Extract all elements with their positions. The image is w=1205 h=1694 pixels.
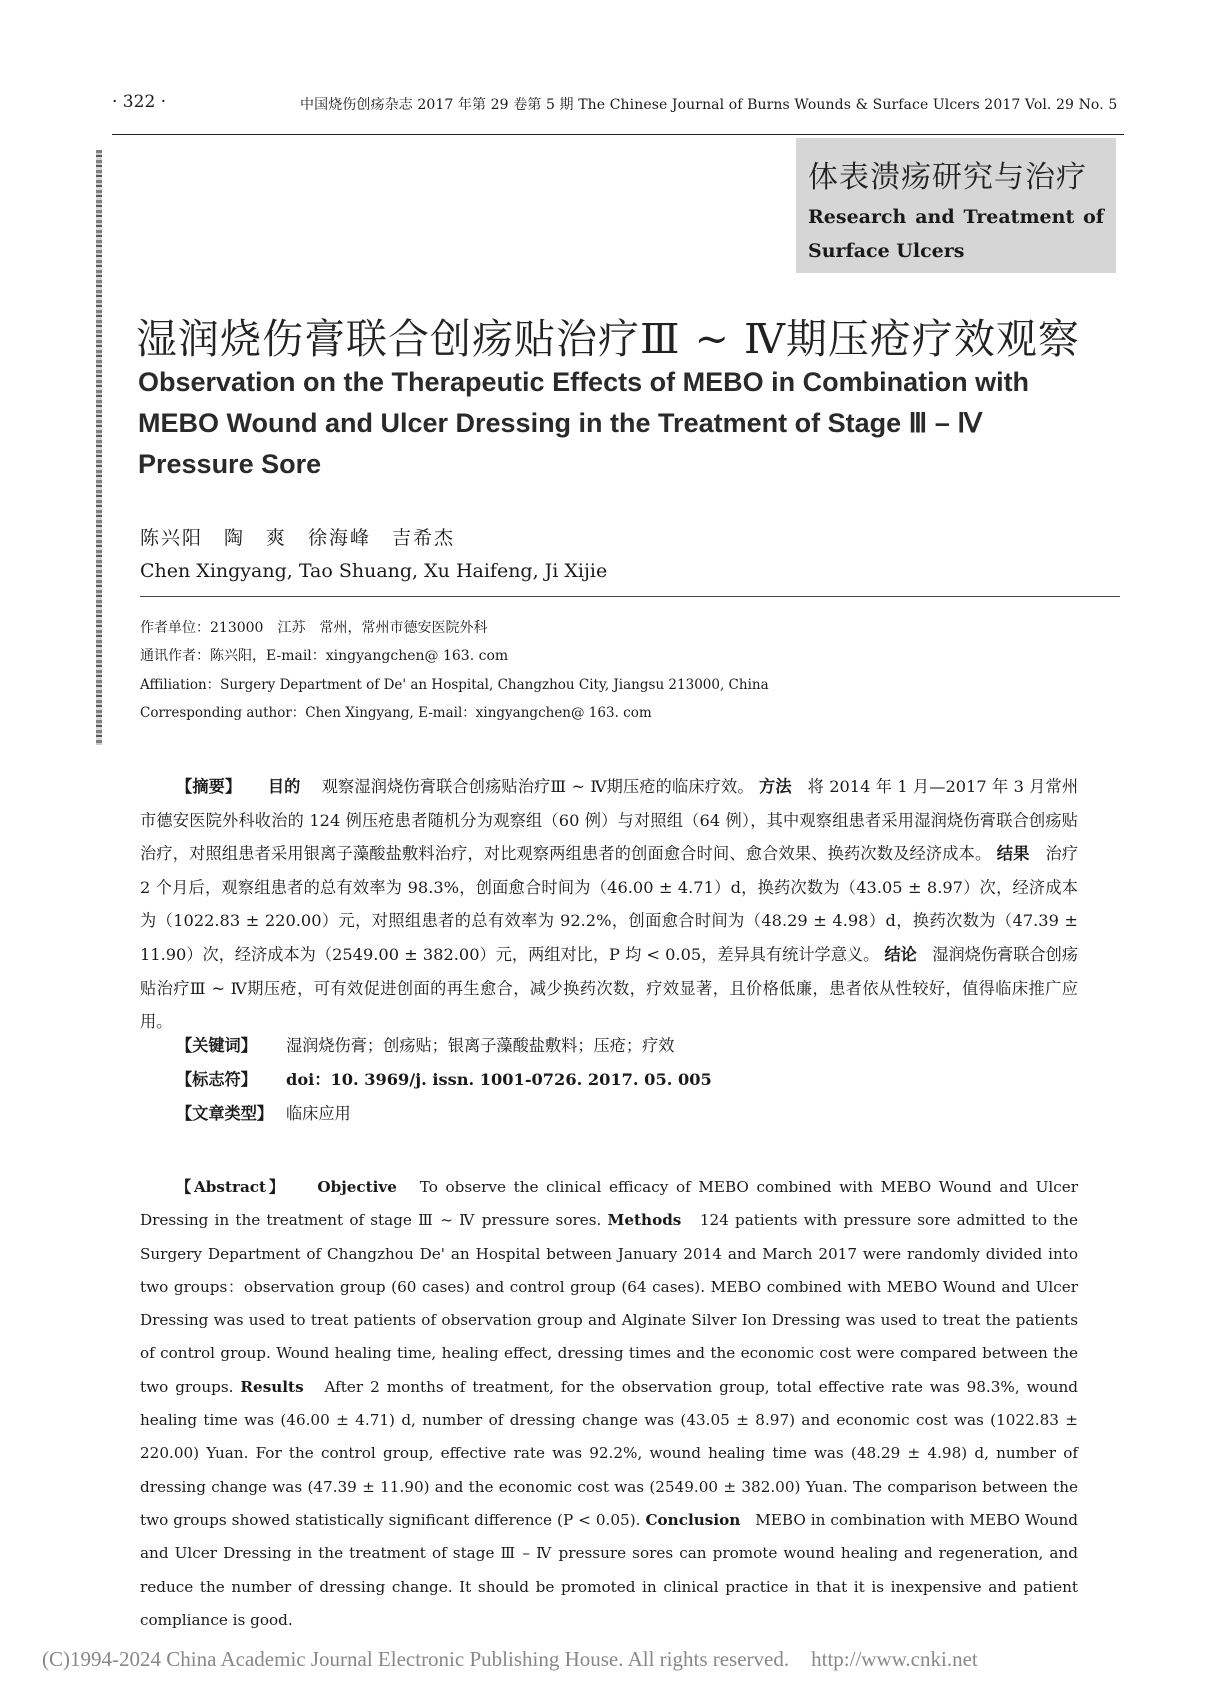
conclusion-label-cn: 结论: [884, 944, 917, 964]
keywords-label: 【关键词】: [176, 1036, 257, 1055]
abstract-en-label: 【Abstract】: [176, 1178, 287, 1196]
keywords-row: [176, 1032, 675, 1056]
section-word: of: [1083, 206, 1104, 228]
keywords-value: 湿润烧伤膏；创疡贴；银离子藻酸盐敷料；压疮；疗效: [286, 1036, 675, 1055]
cnki-link[interactable]: http://www.cnki.net: [811, 1647, 978, 1671]
section-title-en-line2: Surface Ulcers: [808, 240, 965, 262]
corresponding-author-cn: 通讯作者：陈兴阳，E-mail：xingyangchen@ 163. com: [140, 648, 509, 664]
article-type-label: 【文章类型】: [176, 1104, 274, 1123]
identifier-row: [176, 1066, 712, 1090]
affiliation-cn: 作者单位：213000 江苏 常州，常州市德安医院外科: [140, 620, 488, 636]
objective-label-cn: 目的: [267, 777, 301, 796]
results-label-en: Results: [240, 1377, 304, 1396]
section-word: and: [915, 206, 955, 228]
authors-en: Chen Xingyang, Tao Shuang, Xu Haifeng, Ji Xijie: [140, 560, 608, 582]
header-rule: [112, 134, 1124, 135]
objective-label-en: Objective: [317, 1178, 397, 1196]
methods-text-en: 124 patients with pressure sore admitted to the Surgery Department of Changzhou De' an Hospital between January 2014 and March 2017 were randomly divided into two groups：observation group (60 cases) and control group (64 cases). MEBO combined with MEBO Wound and Ulcer Dressing was used to treat patients of observation group and Alginate Silver Ion Dressing was used to treat the patients of control group. Wound healing time, healing effect, dressing times and the economic cost were compared between the two groups.: [140, 1211, 1079, 1396]
page-number: · 322 ·: [112, 92, 167, 112]
authors-cn: 陈兴阳 陶 爽 徐海峰 吉希杰: [140, 527, 456, 549]
methods-text-cn: 将 2014 年 1 月—2017 年 3 月常州市德安医院外科收治的 124 例压疮患者随机分为观察组（60 例）与对照组（64 例），其中观察组患者采用湿润烧伤膏联合创疡贴治疗，对照组患者采用银离子藻酸盐敷料治疗，对比观察两组患者的创面愈合时间、愈合效果、换药次数及经济成本。: [140, 777, 1079, 864]
conclusion-label-en: Conclusion: [645, 1510, 741, 1529]
scan-edge-strip: [96, 150, 102, 745]
results-text-en: After 2 months of treatment, for the observation group, total effective rate was 98.3%, wound healing time was (46.00 ± 4.71) d, number of dressing change was (43.05 ± 8.97) and economic cost was (1022.83 ± 220.00) Yuan. For the control group, effective rate was 92.2%, wound healing time was (48.29 ± 4.98) d, number of dressing change was (47.39 ± 11.90) and the economic cost was (2549.00 ± 382.00) Yuan. The comparison between the two groups showed statistically significant difference (P < 0.05).: [140, 1377, 1079, 1529]
abstract-cn-label: 【摘要】: [176, 777, 242, 796]
objective-text-en: To observe the clinical efficacy of MEBO combined with MEBO Wound and Ulcer Dressing in the treatment of stage Ⅲ ~ Ⅳ pressure sores.: [140, 1178, 1079, 1230]
identifier-label: 【标志符】: [176, 1070, 257, 1089]
corresponding-author-en: Corresponding author：Chen Xingyang, E-mail：xingyangchen@ 163. com: [140, 705, 652, 721]
author-rule: [140, 596, 1120, 597]
conclusion-text-en: MEBO in combination with MEBO Wound and Ulcer Dressing in the treatment of stage Ⅲ – Ⅳ pressure sores can promote wound healing and regeneration, and reduce the number of dressing change. It should be promoted in clinical practice in that it is inexpensive and patient compliance is good.: [140, 1510, 1079, 1629]
abstract-en: [140, 1171, 1078, 1637]
conclusion-text-cn: 湿润烧伤膏联合创疡贴治疗Ⅲ ~ Ⅳ期压疮，可有效促进创面的再生愈合，减少换药次数，疗效显著，且价格低廉，患者依从性较好，值得临床推广应用。: [140, 944, 1078, 1032]
section-title-cn: 体表溃疡研究与治疗: [808, 160, 1087, 195]
doi-value: doi：10. 3969/j. issn. 1001-0726. 2017. 05. 005: [286, 1070, 712, 1089]
journal-running-header: 中国烧伤创疡杂志 2017 年第 29 卷第 5 期 The Chinese Journal of Burns Wounds & Surface Ulcers 2017 Vol. 29 No. 5: [300, 97, 1118, 113]
methods-label-en: Methods: [607, 1211, 682, 1230]
methods-label-cn: 方法: [759, 777, 792, 796]
section-word: Treatment: [963, 206, 1075, 228]
objective-text-cn: 观察湿润烧伤膏联合创疡贴治疗Ⅲ ~ Ⅳ期压疮的临床疗效。: [321, 777, 754, 796]
results-text-cn: 治疗 2 个月后，观察组患者的总有效率为 98.3%，创面愈合时间为（46.00 ± 4.71）d，换药次数为（43.05 ± 8.97）次，经济成本为（1022.83 ± 220.00）元，对照组患者的总有效率为 92.2%，创面愈合时间为（48.29 ± 4.98）d，换药次数为（47.39 ± 11.90）次，经济成本为（2549.00 ± 382.00）元，两组对比，P 均 < 0.05，差异具有统计学意义。: [140, 844, 1079, 964]
article-title-en: Observation on the Therapeutic Effects of MEBO in Combination with MEBO Wound and Ulcer Dressing in the Treatment of Stage Ⅲ – Ⅳ Pressure Sore: [138, 367, 1030, 479]
article-title-cn: 湿润烧伤膏联合创疡贴治疗Ⅲ ~ Ⅳ期压疮疗效观察: [136, 315, 1080, 363]
results-label-cn: 结果: [996, 844, 1030, 864]
affiliation-en: Affiliation：Surgery Department of De' an Hospital, Changzhou City, Jiangsu 213000, China: [140, 677, 769, 693]
article-type-value: 临床应用: [286, 1104, 351, 1123]
copyright-footer: [42, 1647, 978, 1672]
section-title-en-line1: [808, 206, 1104, 228]
copyright-text: (C)1994-2024 China Academic Journal Electronic Publishing House. All rights reserved.: [42, 1647, 790, 1671]
abstract-cn: [140, 770, 1078, 1039]
article-type-row: [176, 1100, 351, 1124]
section-word: Research: [808, 206, 907, 228]
